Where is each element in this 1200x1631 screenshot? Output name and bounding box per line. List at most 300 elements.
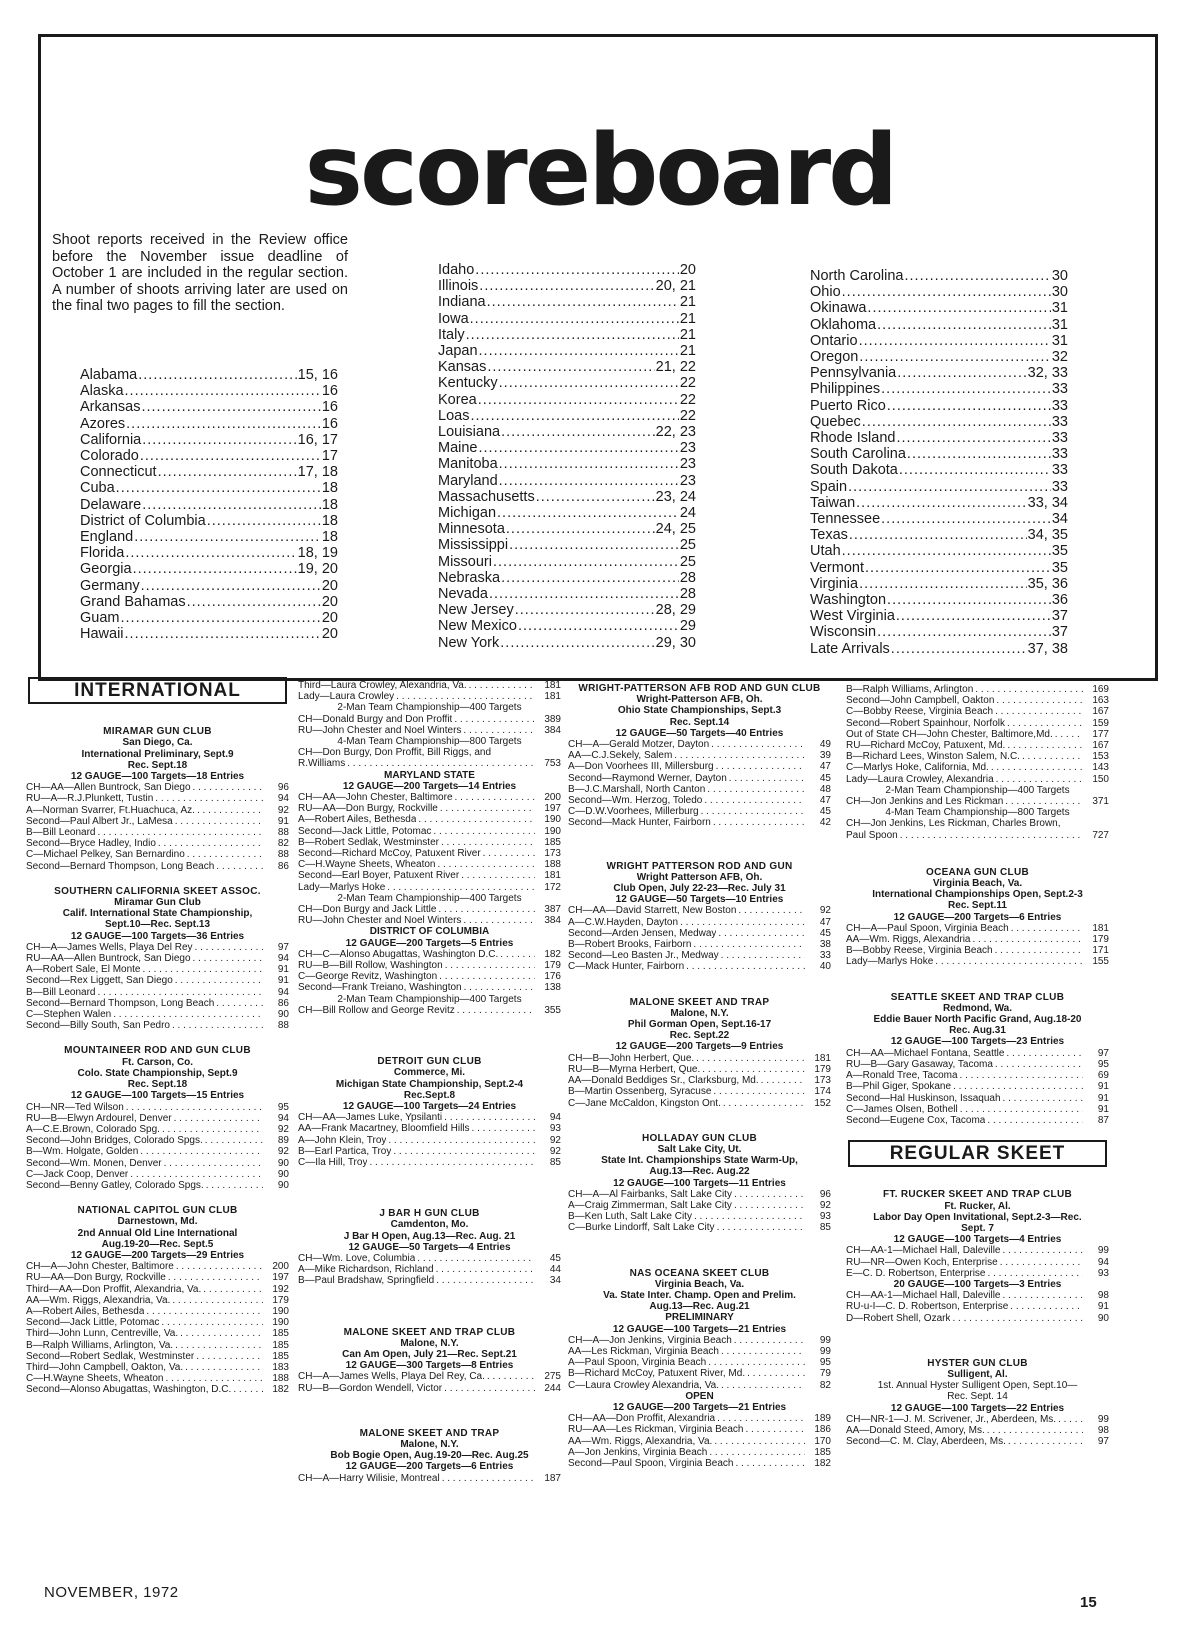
result-row <box>298 882 561 893</box>
dot-leader <box>536 489 655 505</box>
index-page-numbers: 35 <box>1051 559 1068 576</box>
result-row <box>568 1346 831 1357</box>
result-row <box>298 915 561 926</box>
result-row <box>26 827 289 838</box>
score: 95 <box>1097 1058 1109 1070</box>
shooter-name: B—Robert Brooks, Fairborn <box>568 939 692 951</box>
result-row <box>26 849 289 860</box>
dot-leader <box>479 440 679 456</box>
dot-leader <box>347 758 535 769</box>
dot-leader <box>146 1306 263 1317</box>
shooter-name: CH—A—Gerald Motzer, Dayton <box>568 739 710 751</box>
event-heading: 4-Man Team Championship—800 Targets <box>337 736 522 748</box>
score: 79 <box>819 1368 831 1380</box>
club-heading <box>26 1205 289 1250</box>
spacer <box>846 1126 1109 1140</box>
result-row <box>298 949 561 960</box>
club-detail: Club Open, July 22-23—Rec. July 31 <box>613 883 786 895</box>
score: 179 <box>544 960 561 972</box>
result-row <box>26 942 289 953</box>
index-entry <box>438 343 696 359</box>
event-heading: 12 GAUGE—100 Targets—18 Entries <box>70 771 245 783</box>
shooter-name: CH—A—John Chester, Baltimore <box>26 1261 174 1273</box>
shooter-name: Second—Bernard Thompson, Long Beach <box>26 997 215 1009</box>
shooter-name: B—Phil Giger, Spokane <box>846 1081 952 1093</box>
dot-leader <box>856 495 1027 511</box>
club-name: WRIGHT PATTERSON ROD AND GUN <box>606 860 793 872</box>
club-heading <box>846 1358 1109 1403</box>
dot-leader <box>216 861 263 872</box>
index-state-name: Michigan <box>438 505 497 522</box>
dot-leader <box>143 964 264 975</box>
result-row <box>26 1384 289 1395</box>
index-entry <box>80 432 338 448</box>
index-page-numbers: 16, 17 <box>297 431 338 448</box>
index-state-name: Utah <box>810 543 841 560</box>
dot-leader <box>714 1436 805 1447</box>
score: 185 <box>272 1328 289 1340</box>
club-detail: PRELIMINARY <box>665 1312 734 1324</box>
result-row <box>298 982 561 993</box>
score: 39 <box>819 750 831 762</box>
event-heading: 12 GAUGE—50 Targets—40 Entries <box>615 727 784 739</box>
score: 181 <box>544 680 561 691</box>
shooter-name: B—Bill Leonard <box>26 986 96 998</box>
dot-leader <box>97 987 263 998</box>
index-page-numbers: 28, 29 <box>655 602 696 619</box>
shooter-name: A—Paul Spoon, Virginia Beach <box>568 1357 707 1369</box>
score: 94 <box>277 986 289 998</box>
score: 47 <box>819 916 831 928</box>
index-page-numbers: 28 <box>679 569 696 586</box>
index-page-numbers: 17 <box>321 448 338 465</box>
shooter-name: CH—AA—James Luke, Ypsilanti <box>298 1112 443 1124</box>
score: 174 <box>814 1086 831 1098</box>
score: 92 <box>819 905 831 917</box>
index-state-name: Virginia <box>810 575 859 592</box>
result-row <box>26 1317 289 1328</box>
club-heading <box>846 867 1109 912</box>
dot-leader <box>233 1384 263 1395</box>
score: 93 <box>549 1123 561 1135</box>
result-row <box>846 718 1109 729</box>
result-row <box>568 917 831 928</box>
shooter-name: Third—John Lunn, Centreville, Va. <box>26 1328 179 1340</box>
result-row <box>298 837 561 848</box>
dot-leader <box>865 560 1051 576</box>
section-header: INTERNATIONAL <box>28 677 287 704</box>
index-entry <box>810 479 1068 495</box>
spacer <box>568 1109 831 1119</box>
index-entry <box>810 398 1068 414</box>
shooter-name: A—Robert Ailes, Bethesda <box>298 814 417 826</box>
index-page-numbers: 21 <box>679 294 696 311</box>
score: 172 <box>544 881 561 893</box>
index-state-name: Korea <box>438 391 477 408</box>
index-page-numbers: 37 <box>1051 624 1068 641</box>
shooter-name: Second—Bryce Hadley, Indio <box>26 838 156 850</box>
index-page-numbers: 31 <box>1051 332 1068 349</box>
dot-leader <box>175 1340 263 1351</box>
shooter-name: AA—Donald Steed, Amory, Ms. <box>846 1424 985 1436</box>
shooter-name: CH—NR—Ted Wilson <box>26 1101 124 1113</box>
score: 99 <box>819 1334 831 1346</box>
score: 92 <box>277 1146 289 1158</box>
shooter-name: C—Stephen Walen <box>26 1009 112 1021</box>
dot-leader <box>848 479 1051 495</box>
result-row <box>26 1362 289 1373</box>
shooter-name: C—H.Wayne Sheets, Wheaton <box>298 859 436 871</box>
dot-leader <box>464 982 535 993</box>
result-row <box>568 1436 831 1447</box>
result-text: CH—Don Burgy, Don Proffit, Bill Riggs, and <box>298 747 492 759</box>
dot-leader <box>711 739 805 750</box>
score: 727 <box>1092 829 1109 841</box>
result-row <box>846 956 1109 967</box>
dot-leader <box>439 971 535 982</box>
dot-leader <box>126 1102 263 1113</box>
dot-leader <box>187 594 321 610</box>
index-page-numbers: 37, 38 <box>1027 640 1068 657</box>
dot-leader <box>130 1169 263 1180</box>
result-row <box>298 814 561 825</box>
club-detail: Miramar Gun Club <box>114 897 201 909</box>
dot-leader <box>497 505 679 521</box>
dot-leader <box>455 792 535 803</box>
score: 185 <box>814 1446 831 1458</box>
result-row <box>846 1104 1109 1115</box>
dot-leader <box>702 1064 805 1075</box>
dot-leader <box>996 695 1083 706</box>
result-row <box>568 1200 831 1211</box>
club-name: J BAR H GUN CLUB <box>379 1208 480 1220</box>
shooter-name: A—C.W.Hayden, Dayton <box>568 916 679 928</box>
score: 192 <box>272 1283 289 1295</box>
club-heading <box>846 992 1109 1037</box>
club-detail: Labor Day Open Invitational, Sept.2-3—Rec. <box>873 1211 1082 1223</box>
index-page-numbers: 18, 19 <box>297 545 338 562</box>
score: 82 <box>277 838 289 850</box>
club-detail: State Int. Championships State Warm-Up, <box>601 1155 798 1167</box>
dot-leader <box>952 1313 1083 1324</box>
club-name: MALONE SKEET AND TRAP <box>629 996 770 1008</box>
dot-leader <box>134 529 321 545</box>
shooter-name: B—Paul Bradshaw, Springfield <box>298 1275 435 1287</box>
index-entry <box>80 480 338 496</box>
score: 98 <box>1097 1290 1109 1302</box>
shooter-name: Lady—Laura Crowley <box>298 691 395 703</box>
dot-leader <box>172 1295 263 1306</box>
result-row <box>568 1222 831 1233</box>
index-entry <box>810 543 1068 559</box>
index-state-name: South Dakota <box>810 462 898 479</box>
dot-leader <box>713 817 805 828</box>
shooter-name: C—Mack Hunter, Fairborn <box>568 961 685 973</box>
index-state-name: Philippines <box>810 381 881 398</box>
index-page-numbers: 32, 33 <box>1027 365 1068 382</box>
score: 173 <box>544 848 561 860</box>
dot-leader <box>735 1458 805 1469</box>
shooter-name: RU—Richard McCoy, Patuxent, Md. <box>846 740 1006 752</box>
result-row <box>26 1306 289 1317</box>
shooter-name: A—Norman Svarrer, Ft.Huachuca, Az. <box>26 804 195 816</box>
spacer <box>568 829 831 847</box>
index-entry <box>810 381 1068 397</box>
dot-leader <box>734 1189 805 1200</box>
score: 186 <box>814 1424 831 1436</box>
event-heading: DISTRICT OF COLUMBIA <box>369 926 490 938</box>
index-state-name: Florida <box>80 545 125 562</box>
score: 94 <box>277 1112 289 1124</box>
index-entry <box>810 576 1068 592</box>
result-row <box>568 795 831 806</box>
dot-leader <box>142 497 321 513</box>
score: 34 <box>549 1275 561 1287</box>
dot-leader <box>1007 740 1083 751</box>
score: 181 <box>1092 922 1109 934</box>
dot-leader <box>463 725 535 736</box>
index-page-numbers: 18 <box>321 512 338 529</box>
club-name: SOUTHERN CALIFORNIA SKEET ASSOC. <box>54 885 261 897</box>
score: 97 <box>1097 1047 1109 1059</box>
score: 181 <box>544 870 561 882</box>
result-row <box>298 904 561 915</box>
results-column-3 <box>568 683 831 1469</box>
index-state-name: Ontario <box>810 332 858 349</box>
dot-leader <box>707 784 805 795</box>
index-column-3 <box>810 268 1068 657</box>
index-entry <box>80 545 338 561</box>
index-entry <box>438 602 696 618</box>
index-entry <box>810 268 1068 284</box>
index-state-name: Hawaii <box>80 626 124 643</box>
result-row <box>26 1124 289 1135</box>
shooter-name: CH—A—Al Fairbanks, Salt Lake City <box>568 1188 732 1200</box>
index-page-numbers: 30 <box>1051 284 1068 301</box>
index-state-name: Alaska <box>80 383 124 400</box>
event-heading: 12 GAUGE—200 Targets—6 Entries <box>893 911 1062 923</box>
issue-date: NOVEMBER, 1972 <box>44 1584 179 1601</box>
index-entry <box>810 592 1068 608</box>
club-name: SEATTLE SKEET AND TRAP CLUB <box>890 991 1065 1003</box>
index-state-name: Maine <box>438 440 478 457</box>
result-row <box>846 1081 1109 1092</box>
club-detail: Ft. Rucker, Al. <box>944 1200 1011 1212</box>
dot-leader <box>162 1124 263 1135</box>
shooter-name: Second—John Bridges, Colorado Spgs. <box>26 1135 203 1147</box>
spacer <box>846 1324 1109 1344</box>
index-page-numbers: 35, 36 <box>1027 575 1068 592</box>
index-page-numbers: 18 <box>321 496 338 513</box>
shooter-name: A—Ronald Tree, Tacoma <box>846 1070 958 1082</box>
result-row <box>298 792 561 803</box>
result-row <box>846 1257 1109 1268</box>
index-page-numbers: 34, 35 <box>1027 527 1068 544</box>
index-state-name: Washington <box>810 592 887 609</box>
club-detail: Salt Lake City, Ut. <box>657 1143 742 1155</box>
score: 99 <box>1097 1245 1109 1257</box>
club-heading <box>298 1327 561 1361</box>
dot-leader <box>721 1380 805 1391</box>
index-state-name: Azores <box>80 415 126 432</box>
index-page-numbers: 20 <box>679 262 696 278</box>
shooter-name: Second—Raymond Werner, Dayton <box>568 772 727 784</box>
club-detail: San Diego, Ca. <box>122 737 193 749</box>
result-row <box>26 1169 289 1180</box>
score: 91 <box>277 815 289 827</box>
dot-leader <box>995 1059 1083 1070</box>
club-name: MALONE SKEET AND TRAP <box>359 1427 500 1439</box>
result-row <box>846 1301 1109 1312</box>
shooter-name: A—C.E.Brown, Colorado Spg. <box>26 1123 160 1135</box>
dot-leader <box>877 624 1051 640</box>
club-name: HYSTER GUN CLUB <box>927 1357 1028 1369</box>
club-detail: Rec. Sept.14 <box>669 716 730 728</box>
event-heading: 4-Man Team Championship—800 Targets <box>885 807 1070 819</box>
result-row <box>568 1424 831 1435</box>
dot-leader <box>125 383 321 399</box>
dot-leader <box>693 939 805 950</box>
score: 94 <box>1097 1256 1109 1268</box>
dot-leader <box>141 399 320 415</box>
result-row <box>26 782 289 793</box>
shooter-name: Second—Leo Basten Jr., Medway <box>568 950 719 962</box>
index-entry <box>80 626 338 642</box>
result-row <box>846 945 1109 956</box>
result-row <box>568 961 831 972</box>
index-entry <box>80 578 338 594</box>
shooter-name: CH—Don Burgy and Jack Little <box>298 904 437 916</box>
dot-leader <box>717 1413 805 1424</box>
club-detail: J Bar H Open, Aug.13—Rec. Aug. 21 <box>343 1230 516 1242</box>
shooter-name: Third—Laura Crowley, Alexandria, Va. <box>298 680 467 691</box>
index-state-name: Connecticut <box>80 464 157 481</box>
score: 183 <box>272 1361 289 1373</box>
index-page-numbers: 29 <box>679 618 696 635</box>
dot-leader <box>168 1272 263 1283</box>
result-row <box>26 861 289 872</box>
score: 91 <box>1097 1301 1109 1313</box>
dot-leader <box>973 934 1084 945</box>
shooter-name: Second—Robert Sedlak, Westminster <box>26 1350 195 1362</box>
club-heading <box>568 683 831 728</box>
index-entry <box>80 399 338 415</box>
club-name: OCEANA GUN CLUB <box>925 866 1029 878</box>
index-state-name: Cuba <box>80 480 115 497</box>
dot-leader <box>1000 1257 1083 1268</box>
result-row <box>846 923 1109 934</box>
result-row <box>298 1005 561 1016</box>
result-row <box>846 774 1109 785</box>
index-entry <box>810 317 1068 333</box>
event-heading: 12 GAUGE—100 Targets—23 Entries <box>890 1036 1065 1048</box>
index-entry <box>438 375 696 391</box>
event-heading: OPEN <box>685 1390 714 1402</box>
club-detail: Camdenton, Mo. <box>390 1219 469 1231</box>
score: 753 <box>544 758 561 770</box>
result-row <box>298 714 561 725</box>
shooter-name: CH—AA—Allen Buntrock, San Diego <box>26 782 191 794</box>
club-name: FT. RUCKER SKEET AND TRAP CLUB <box>882 1189 1072 1201</box>
shooter-name: CH—Bill Rollow and George Revitz <box>298 1004 455 1016</box>
dot-leader <box>899 462 1051 478</box>
event-heading: 12 GAUGE—50 Targets—4 Entries <box>348 1241 511 1253</box>
index-state-name: Indiana <box>438 294 486 311</box>
shooter-name: Second—Earl Boyer, Patuxent River <box>298 870 460 882</box>
score: 189 <box>814 1413 831 1425</box>
dot-leader <box>696 1053 805 1064</box>
result-row <box>298 1383 561 1394</box>
index-entry <box>810 511 1068 527</box>
dot-leader <box>1022 751 1083 762</box>
club-detail: 1st. Annual Hyster Sulligent Open, Sept.10— <box>877 1380 1078 1392</box>
index-state-name: Guam <box>80 610 120 627</box>
index-entry <box>80 594 338 610</box>
club-detail: Bob Bogie Open, Aug.19-20—Rec. Aug.25 <box>330 1450 529 1462</box>
index-entry <box>810 333 1068 349</box>
index-state-name: West Virginia <box>810 608 895 625</box>
index-state-name: South Carolina <box>810 446 906 463</box>
result-row <box>298 725 561 736</box>
index-page-numbers: 33 <box>1051 430 1068 447</box>
dot-leader <box>506 521 655 537</box>
index-state-name: New Mexico <box>438 618 517 635</box>
dot-leader <box>479 343 679 359</box>
index-entry <box>438 554 696 570</box>
result-row <box>26 1373 289 1384</box>
index-state-name: Nebraska <box>438 569 501 586</box>
index-state-name: California <box>80 431 142 448</box>
score: 200 <box>544 792 561 804</box>
dot-leader <box>463 915 535 926</box>
shooter-name: CH—Jon Jenkins and Les Rickman <box>846 796 1004 808</box>
dot-leader <box>440 803 535 814</box>
event-heading: 12 GAUGE—200 Targets—29 Entries <box>70 1249 245 1261</box>
score: 45 <box>819 806 831 818</box>
club-detail: Eddie Bauer North Pacific Grand, Aug.18-20 <box>873 1014 1082 1026</box>
dot-leader <box>388 1135 535 1146</box>
result-row <box>298 848 561 859</box>
score: 91 <box>1097 1103 1109 1115</box>
dot-leader <box>454 714 535 725</box>
dot-leader <box>196 1351 263 1362</box>
score: 150 <box>1092 773 1109 785</box>
result-row <box>26 1020 289 1031</box>
shooter-name: Second—Jack Little, Potomac <box>26 1317 160 1329</box>
shooter-name: AA—Les Rickman, Virginia Beach <box>568 1345 719 1357</box>
shooter-name: Third—John Campbell, Oakton, Va. <box>26 1361 184 1373</box>
dot-leader <box>470 408 678 424</box>
shooter-name: RU-u-I—C. D. Robertson, Enterprise <box>846 1301 1009 1313</box>
result-row <box>846 830 1109 841</box>
shooter-name: B—Robert Sedlak, Westminster <box>298 836 439 848</box>
club-detail: Darnestown, Md. <box>117 1216 198 1228</box>
dot-leader <box>1058 1414 1083 1425</box>
index-state-name: Taiwan <box>810 494 856 511</box>
shooter-name: A—Robert Ailes, Bethesda <box>26 1305 145 1317</box>
result-row <box>846 1425 1109 1436</box>
event-heading: 12 GAUGE—200 Targets—14 Entries <box>342 780 517 792</box>
dot-leader <box>133 561 297 577</box>
dot-leader <box>479 278 654 294</box>
club-heading <box>26 1045 289 1090</box>
score: 95 <box>277 1101 289 1113</box>
dot-leader <box>387 882 535 893</box>
score: 33 <box>819 950 831 962</box>
dot-leader <box>444 1112 535 1123</box>
dot-leader <box>935 956 1083 967</box>
shooter-name: CH—A—Paul Spoon, Virginia Beach <box>846 922 1009 934</box>
